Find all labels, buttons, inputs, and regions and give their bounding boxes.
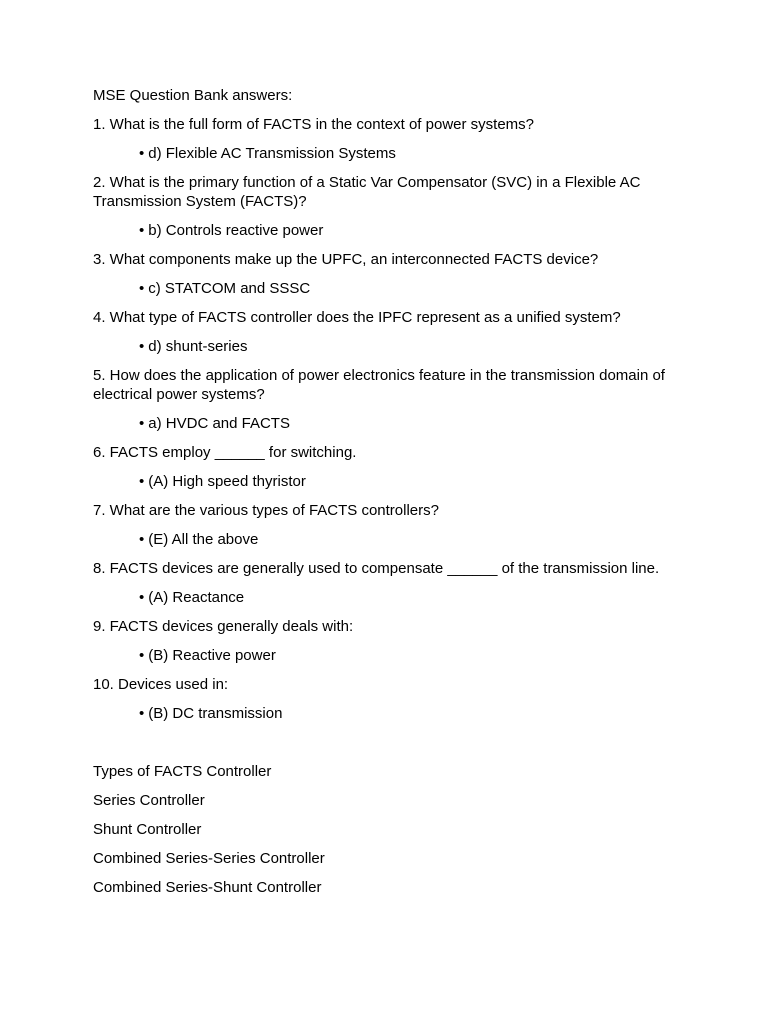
answer-6-text: (A) High speed thyristor bbox=[148, 473, 306, 490]
answer-5 bbox=[139, 414, 683, 433]
answer-5-text: a) HVDC and FACTS bbox=[148, 415, 290, 432]
answer-4 bbox=[139, 337, 683, 356]
question-1: 1. What is the full form of FACTS in the context of power systems? bbox=[93, 116, 535, 133]
answer-1 bbox=[139, 144, 683, 163]
answer-9-text: (B) Reactive power bbox=[148, 647, 276, 664]
section-heading: Types of FACTS Controller bbox=[93, 763, 272, 780]
bullet-icon: • bbox=[139, 280, 145, 297]
bullet-icon: • bbox=[139, 415, 145, 432]
question-10: 10. Devices used in: bbox=[93, 676, 229, 693]
answer-1-text: d) Flexible AC Transmission Systems bbox=[148, 145, 396, 162]
bullet-icon: • bbox=[139, 338, 145, 355]
bullet-icon: • bbox=[139, 589, 145, 606]
blank-line bbox=[93, 733, 683, 762]
bullet-icon: • bbox=[139, 145, 145, 162]
question-9: 9. FACTS devices generally deals with: bbox=[93, 618, 354, 635]
bullet-icon: • bbox=[139, 473, 145, 490]
answer-10-text: (B) DC transmission bbox=[148, 705, 283, 722]
bullet-icon: • bbox=[139, 647, 145, 664]
answer-4-text: d) shunt-series bbox=[148, 338, 248, 355]
answer-7-text: (E) All the above bbox=[148, 531, 259, 548]
answer-3-text: c) STATCOM and SSSC bbox=[148, 280, 311, 297]
document-body bbox=[93, 86, 683, 907]
answer-8 bbox=[139, 588, 683, 607]
answer-2-text: b) Controls reactive power bbox=[148, 222, 324, 239]
question-8: 8. FACTS devices are generally used to compensate ______ of the transmission line. bbox=[93, 560, 660, 577]
answer-10 bbox=[139, 704, 683, 723]
question-7: 7. What are the various types of FACTS controllers? bbox=[93, 502, 439, 519]
section-line-series: Series Controller bbox=[93, 792, 205, 809]
answer-9 bbox=[139, 646, 683, 665]
document-title: MSE Question Bank answers: bbox=[93, 87, 293, 104]
answer-8-text: (A) Reactance bbox=[148, 589, 245, 606]
question-6: 6. FACTS employ ______ for switching. bbox=[93, 444, 357, 461]
bullet-icon: • bbox=[139, 705, 145, 722]
question-4: 4. What type of FACTS controller does the IPFC represent as a unified system? bbox=[93, 309, 621, 326]
section-line-series-series: Combined Series-Series Controller bbox=[93, 850, 325, 867]
answer-2 bbox=[139, 221, 683, 240]
bullet-icon: • bbox=[139, 531, 145, 548]
question-5: 5. How does the application of power electronics feature in the transmission domain of electrical power systems? bbox=[93, 367, 665, 403]
answer-6 bbox=[139, 472, 683, 491]
answer-7 bbox=[139, 530, 683, 549]
bullet-icon: • bbox=[139, 222, 145, 239]
answer-3 bbox=[139, 279, 683, 298]
question-2: 2. What is the primary function of a Static Var Compensator (SVC) in a Flexible AC Transmission System (FACTS)? bbox=[93, 174, 641, 210]
section-line-shunt: Shunt Controller bbox=[93, 821, 202, 838]
question-3: 3. What components make up the UPFC, an interconnected FACTS device? bbox=[93, 251, 599, 268]
section-line-series-shunt: Combined Series-Shunt Controller bbox=[93, 879, 322, 896]
